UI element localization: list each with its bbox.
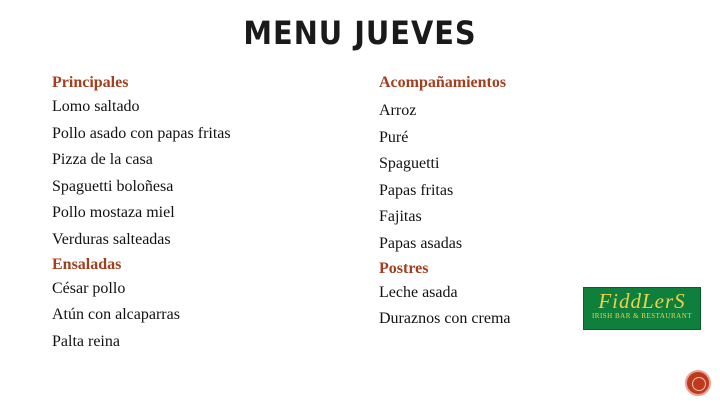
section-heading-postres: Postres (379, 259, 429, 277)
menu-item: Spaguetti boloñesa (52, 177, 174, 195)
menu-item: Leche asada (379, 283, 458, 301)
logo-brand: FiddLerS (598, 289, 686, 313)
section-heading-ensaladas: Ensaladas (52, 255, 122, 273)
fiddlers-logo (583, 287, 701, 330)
menu-item: Fajitas (379, 208, 422, 226)
menu-item: Lomo saltado (52, 98, 140, 115)
left-column (52, 72, 231, 355)
menu-item: Pollo asado con papas fritas (52, 124, 231, 142)
menu-item: Atún con alcaparras (52, 306, 180, 324)
logo-tagline: IRISH BAR & RESTAURANT (591, 312, 693, 320)
menu-item: César pollo (52, 279, 126, 297)
menu-item: Duraznos con crema (379, 310, 511, 328)
menu-item: Puré (379, 128, 409, 146)
slide-nav-button[interactable] (685, 370, 711, 396)
menu-item: Verduras salteadas (52, 230, 171, 248)
menu-item: Spaguetti (379, 155, 440, 173)
menu-item: Papas asadas (379, 234, 463, 252)
page-title: MENU JUEVES (243, 14, 477, 52)
menu-item: Pollo mostaza miel (52, 204, 175, 222)
section-heading-principales: Principales (52, 74, 129, 91)
menu-item: Pizza de la casa (52, 151, 153, 169)
menu-item: Arroz (379, 102, 417, 119)
menu-item: Papas fritas (379, 181, 454, 199)
menu-item: Palta reina (52, 332, 120, 350)
right-column (379, 72, 511, 333)
section-heading-acompanamientos: Acompañamientos (379, 74, 507, 91)
